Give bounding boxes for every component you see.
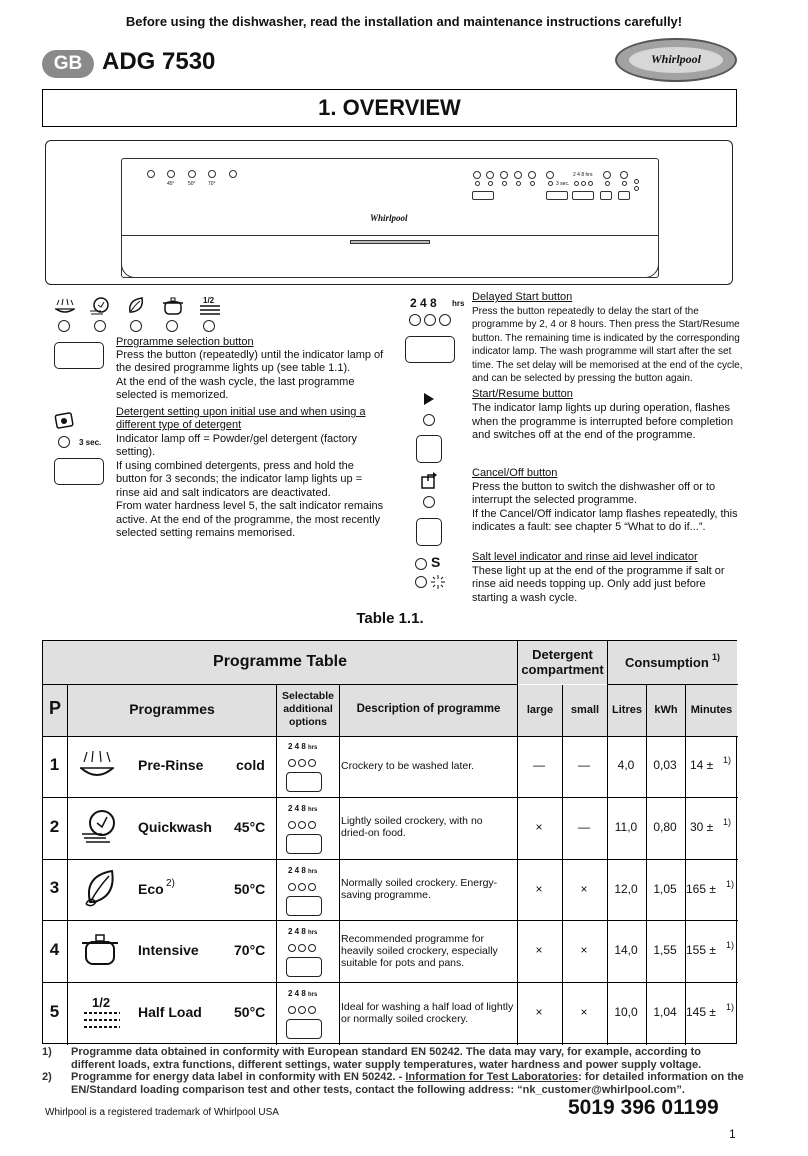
start-resume-button[interactable] xyxy=(416,435,442,463)
programme-selection-text: the desired programme lights up (see table 1.1). xyxy=(116,362,351,374)
detergent-setting-text: button for 3 seconds; the indicator lamp lights up = xyxy=(116,473,363,485)
panel-3sec: 3 sec. xyxy=(556,181,570,187)
test-laboratories-link[interactable]: Information for Test Laboratories xyxy=(405,1071,579,1083)
footnote-1-text: different loads, extra functions, different settings, water supply temperatures, water hardness and power supply voltage. xyxy=(71,1059,702,1071)
top-warning: Before using the dishwasher, read the installation and maintenance instructions carefully! xyxy=(125,14,683,29)
quickwash-led xyxy=(94,320,106,332)
table-row-5-small: × xyxy=(580,1005,588,1019)
table-row-4-delay-button xyxy=(286,957,322,977)
table-row-2-litres: 11,0 xyxy=(614,820,638,834)
table-row-4-desc: heavily soiled crockery, especially xyxy=(341,945,498,957)
rinse-aid-indicator-led xyxy=(415,576,427,588)
table-row-4-minutes-note: 1) xyxy=(726,940,735,950)
programme-selection-button[interactable] xyxy=(54,342,104,369)
salt-rinse-text: rinse aid needs topping up. Only add just before xyxy=(472,578,706,590)
table-row-5-minutes-note: 1) xyxy=(726,1002,735,1012)
header-small: small xyxy=(570,704,600,716)
table-row-3-litres: 12,0 xyxy=(614,882,638,896)
table-row-3-minutes-note: 1) xyxy=(726,879,735,889)
table-row-1-leds xyxy=(288,754,318,772)
panel-quickwash-icon xyxy=(167,170,175,178)
delay-hrs-unit: hrs xyxy=(452,299,465,308)
table-row-2-large: × xyxy=(535,820,543,834)
panel-programme-button xyxy=(472,191,494,200)
page-number: 1 xyxy=(729,1127,736,1141)
delayed-start-text: time. The set delay will be memorised at the end of the cycle, xyxy=(472,360,743,371)
panel-brand: Whirlpool xyxy=(370,213,408,223)
cancel-off-text: Press the button to switch the dishwasher off or to xyxy=(472,481,716,493)
table-row-2-delay-button xyxy=(286,834,322,854)
header-consumption: Consumption xyxy=(625,655,709,670)
header-litres: Litres xyxy=(612,704,642,716)
pre-rinse-icon xyxy=(54,297,76,315)
table-row-3-delay-button xyxy=(286,896,322,916)
table-row-5-delay-button xyxy=(286,1019,322,1039)
detergent-setting-button[interactable] xyxy=(54,458,104,485)
panel-hrs-label: 2 4 8 hrs xyxy=(573,172,593,178)
section-title: 1. OVERVIEW xyxy=(42,89,737,127)
table-row-5-minutes: 145 ± xyxy=(686,1005,716,1019)
table-row-2-name: Quickwash xyxy=(138,819,212,835)
cancel-off-icon xyxy=(420,472,438,490)
panel-cancel-button xyxy=(618,191,630,200)
table-row-1-temp: cold xyxy=(236,757,265,773)
intensive-led xyxy=(166,320,178,332)
pre-rinse-icon xyxy=(78,748,116,782)
detergent-setting-text: From water hardness level 5, the salt indicator remains xyxy=(116,500,384,512)
programme-selection-heading: Programme selection button xyxy=(116,336,254,348)
header-detergent: Detergent xyxy=(532,647,593,662)
panel-icon xyxy=(500,171,508,179)
panel-detergent-button xyxy=(546,191,568,200)
detergent-led xyxy=(58,436,70,448)
country-badge: GB xyxy=(42,50,94,78)
table-row-1-minutes: 14 ± xyxy=(690,758,714,772)
programme-selection-text: selected is memorized. xyxy=(116,389,229,401)
half-load-icon xyxy=(198,304,222,316)
table-row-5-litres: 10,0 xyxy=(614,1005,638,1019)
cancel-off-button[interactable] xyxy=(416,518,442,546)
table-row-4-small: × xyxy=(580,943,588,957)
header-large: large xyxy=(526,704,554,716)
table-row-1-delay-button xyxy=(286,772,322,792)
panel-led xyxy=(502,181,507,186)
panel-led xyxy=(475,181,480,186)
table-row-2-kwh: 0,80 xyxy=(653,820,677,834)
eco-icon xyxy=(82,868,116,908)
footnote-1-mark: 1) xyxy=(42,1046,52,1058)
table-row-4-desc: suitable for pots and pans. xyxy=(341,957,465,969)
table-row-4-kwh: 1,55 xyxy=(653,943,677,957)
panel-led xyxy=(488,181,493,186)
panel-temp-45: 45° xyxy=(167,181,175,187)
table-row-5-name: Half Load xyxy=(138,1004,202,1020)
panel-pre-rinse-icon xyxy=(147,170,155,178)
detergent-setting-text: setting). xyxy=(116,446,156,458)
header-description: Description of programme xyxy=(356,703,501,715)
table-row-2-minutes: 30 ± xyxy=(690,820,714,834)
panel-start-icon xyxy=(603,171,611,179)
delay-4h-led xyxy=(424,314,436,326)
footnote-2-text: Programme for energy data label in conformity with EN 50242. - Information for Test Laboratories: for detailed information on the xyxy=(71,1071,744,1083)
panel-led xyxy=(530,181,535,186)
table-row-3-kwh: 1,05 xyxy=(653,882,677,896)
table-row-5-desc: Ideal for washing a half load of lightly xyxy=(341,1001,514,1013)
delayed-start-text: button. The remaining time is indicated by the corresponding xyxy=(472,333,740,344)
table-row-1-minutes-note: 1) xyxy=(723,755,732,765)
panel-delay-button xyxy=(572,191,594,200)
table-row-2-desc: dried-on food. xyxy=(341,827,406,839)
table-row-4-desc: Recommended programme for xyxy=(341,933,484,945)
header-p: P xyxy=(48,698,61,718)
start-resume-text: and switches off at the end of the programme. xyxy=(472,429,696,441)
intensive-icon xyxy=(80,931,120,967)
table-row-4-temp: 70°C xyxy=(234,942,266,958)
panel-icon xyxy=(486,171,494,179)
programme-selection-text: At the end of the wash cycle, the last programme xyxy=(116,376,355,388)
table-row-5-leds xyxy=(288,1001,318,1019)
half-load-led xyxy=(203,320,215,332)
header-options: Selectable additional options xyxy=(282,690,334,728)
table-row-3-large: × xyxy=(535,882,543,896)
panel-led xyxy=(574,181,579,186)
header-programmes: Programmes xyxy=(129,701,215,717)
half-load-fraction: 1/2 xyxy=(92,995,111,1010)
footnote-2-mark: 2) xyxy=(42,1071,52,1083)
eco-led xyxy=(130,320,142,332)
panel-led xyxy=(581,181,586,186)
delayed-start-text: Press the button repeatedly to delay the start of the xyxy=(472,306,699,317)
start-resume-text: when the programme is interrupted before completion xyxy=(472,416,734,428)
header-compartment: compartment xyxy=(521,662,604,677)
table-row-3-desc: Normally soiled crockery. Energy- xyxy=(341,877,498,889)
cancel-off-text: indicates a fault: see chapter 5 “What to do if...”. xyxy=(472,521,706,533)
rinse-aid-icon xyxy=(431,575,445,589)
table-row-3-small: × xyxy=(580,882,588,896)
panel-icon xyxy=(514,171,522,179)
panel-led xyxy=(588,181,593,186)
programme-table xyxy=(42,640,737,1044)
delayed-start-text: indicator lamp. The wash programme will start after the set xyxy=(472,346,732,357)
panel-led xyxy=(516,181,521,186)
table-row-5-temp: 50°C xyxy=(234,1004,266,1020)
table-row-3-minutes: 165 ± xyxy=(686,882,716,896)
cancel-off-heading: Cancel/Off button xyxy=(472,467,558,479)
header-consumption-note: 1) xyxy=(712,652,721,662)
header-kwh: kWh xyxy=(654,704,678,716)
table-row-1-hrs: 2 4 8 hrs xyxy=(288,742,318,751)
table-row-4-leds xyxy=(288,939,318,957)
panel-intensive-icon xyxy=(208,170,216,178)
table-row-4-minutes: 155 ± xyxy=(686,943,716,957)
table-row-2-minutes-note: 1) xyxy=(723,817,732,827)
footnote-1-text: Programme data obtained in conformity with European standard EN 50242. The data may vary, for example, according to xyxy=(71,1046,702,1058)
table-row-4-number: 4 xyxy=(49,940,60,959)
detergent-setting-text: rinse aid and salt indicators are deactivated. xyxy=(116,487,331,499)
panel-start-button xyxy=(600,191,612,200)
whirlpool-logo: Whirlpool xyxy=(615,38,737,82)
delayed-start-text: programme by 2, 4 or 8 hours. Then press the Start/Resume xyxy=(472,319,740,330)
table-row-5-number: 5 xyxy=(49,1002,60,1021)
panel-led xyxy=(605,181,610,186)
table-row-4-litres: 14,0 xyxy=(614,943,638,957)
table-row-3-desc: saving programme. xyxy=(341,889,431,901)
table-row-2-small: — xyxy=(578,820,590,834)
table-caption: Table 1.1. xyxy=(356,610,424,627)
table-row-1-small: — xyxy=(578,758,590,772)
delay-hrs-numbers: 2 4 8 xyxy=(410,296,437,310)
panel-icon xyxy=(546,171,554,179)
programme-selection-text: Press the button (repeatedly) until the indicator lamp of xyxy=(116,349,384,361)
table-row-4-large: × xyxy=(535,943,543,957)
table-row-1-large: — xyxy=(533,758,545,772)
detergent-icon xyxy=(54,411,74,429)
table-row-1-name: Pre-Rinse xyxy=(138,757,204,773)
start-resume-led xyxy=(423,414,435,426)
panel-handle-slot xyxy=(350,240,430,244)
table-row-2-temp: 45°C xyxy=(234,819,266,835)
table-row-4-name: Intensive xyxy=(138,942,199,958)
panel-eco-icon xyxy=(188,170,196,178)
panel-salt-led xyxy=(634,179,639,184)
start-resume-heading: Start/Resume button xyxy=(472,388,573,400)
panel-rinse-led xyxy=(634,186,639,191)
table-row-2-desc: Lightly soiled crockery, with no xyxy=(341,815,483,827)
delay-2h-led xyxy=(409,314,421,326)
salt-icon: S xyxy=(431,554,441,570)
table-row-3-name-note: 2) xyxy=(166,878,175,889)
cancel-off-text: interrupt the selected programme. xyxy=(472,494,638,506)
detergent-setting-heading: Detergent setting upon initial use and when using a xyxy=(116,406,366,418)
model-number: ADG 7530 xyxy=(102,48,216,75)
table-row-4-hrs: 2 4 8 hrs xyxy=(288,927,318,936)
table-row-3-number: 3 xyxy=(49,878,60,897)
detergent-setting-text: Indicator lamp off = Powder/gel detergent (factory xyxy=(116,433,358,445)
panel-cancel-icon xyxy=(620,171,628,179)
table-row-5-kwh: 1,04 xyxy=(653,1005,677,1019)
table-row-2-number: 2 xyxy=(49,817,60,836)
cancel-off-led xyxy=(423,496,435,508)
trademark-notice: Whirlpool is a registered trademark of Whirlpool USA xyxy=(45,1107,279,1118)
delayed-start-heading: Delayed Start button xyxy=(472,291,573,303)
table-row-5-desc: or normally soiled crockery. xyxy=(341,1013,469,1025)
table-row-5-large: × xyxy=(535,1005,543,1019)
quickwash-icon xyxy=(89,296,111,316)
panel-icon xyxy=(528,171,536,179)
delayed-start-button[interactable] xyxy=(405,336,455,363)
detergent-setting-text: If using combined detergents, press and hold the xyxy=(116,460,354,472)
salt-rinse-heading: Salt level indicator and rinse aid level indicator xyxy=(472,551,698,563)
table-row-3-temp: 50°C xyxy=(234,881,266,897)
header-programme-table: Programme Table xyxy=(213,653,347,670)
detergent-setting-text: selected setting remains memorised. xyxy=(116,527,296,539)
table-row-1-desc: Crockery to be washed later. xyxy=(341,760,475,772)
half-load-icon xyxy=(80,1010,124,1032)
salt-rinse-text: starting a wash cycle. xyxy=(472,592,578,604)
table-row-3-hrs: 2 4 8 hrs xyxy=(288,866,318,875)
delay-8h-led xyxy=(439,314,451,326)
document-number: 5019 396 01199 xyxy=(568,1096,719,1119)
table-row-2-leds xyxy=(288,816,318,834)
salt-indicator-led xyxy=(415,558,427,570)
panel-led xyxy=(548,181,553,186)
salt-rinse-text: These light up at the end of the programme if salt or xyxy=(472,565,725,577)
eco-icon xyxy=(126,296,146,316)
panel-temp-50: 50° xyxy=(188,181,196,187)
panel-temp-70: 70° xyxy=(208,181,216,187)
delayed-start-text: and can be selected by pressing the button again. xyxy=(472,373,693,384)
panel-half-load-icon xyxy=(229,170,237,178)
table-row-3-leds xyxy=(288,878,318,896)
footnote-2-text: EN/Standard loading comparison test and other tests, contact the following address: “nk_customer@whirlpool.com”. xyxy=(71,1084,685,1096)
table-row-3-name: Eco xyxy=(138,881,164,897)
quickwash-icon xyxy=(80,808,118,844)
cancel-off-text: If the Cancel/Off indicator lamp flashes repeatedly, this xyxy=(472,508,738,520)
panel-led xyxy=(622,181,627,186)
detergent-setting-text: active. At the end of the programme, the most recently xyxy=(116,514,381,526)
start-resume-icon xyxy=(423,392,435,406)
table-row-1-kwh: 0,03 xyxy=(653,758,677,772)
detergent-setting-heading: different type of detergent xyxy=(116,419,242,431)
intensive-icon xyxy=(162,296,184,316)
start-resume-text: The indicator lamp lights up during operation, flashes xyxy=(472,402,731,414)
table-row-5-hrs: 2 4 8 hrs xyxy=(288,989,318,998)
header-minutes: Minutes xyxy=(690,704,733,716)
three-sec-label: 3 sec. xyxy=(79,438,102,447)
table-row-1-number: 1 xyxy=(49,755,60,774)
half-load-label: 1/2 xyxy=(203,296,215,305)
panel-icon xyxy=(473,171,481,179)
table-row-1-litres: 4,0 xyxy=(617,758,635,772)
pre-rinse-led xyxy=(58,320,70,332)
table-row-2-hrs: 2 4 8 hrs xyxy=(288,804,318,813)
